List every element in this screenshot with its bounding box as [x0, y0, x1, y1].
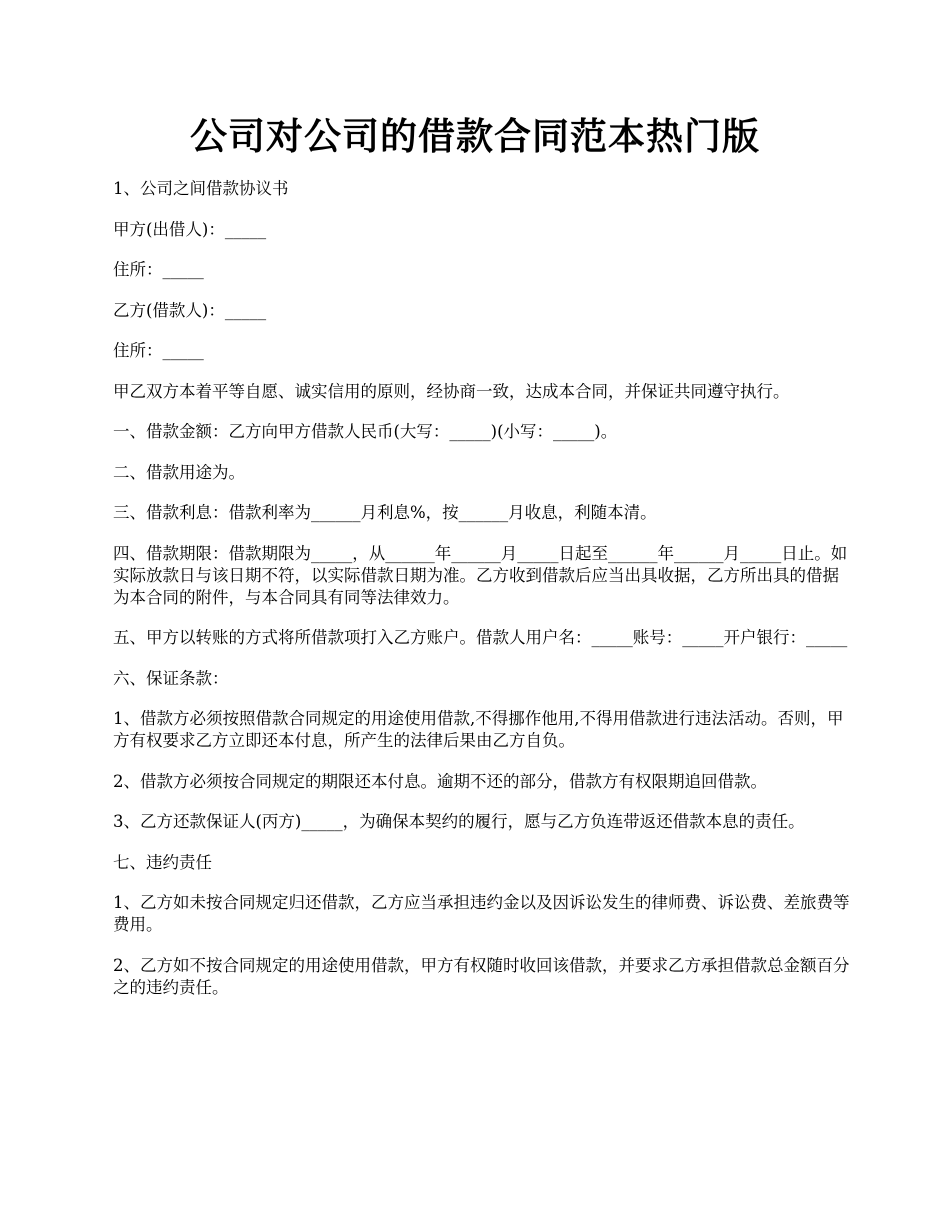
paragraph-loan-interest: 三、借款利息：借款利率为______月利息%，按______月收息，利随本清。 — [113, 503, 657, 522]
paragraph-transfer: 五、甲方以转账的方式将所借款项打入乙方账户。借款人用户名：_____账号：_____开户银行：_____ — [113, 628, 848, 647]
paragraph-loan-term: 四、借款期限：借款期限为_____，从______年______月_____日起至______年______月_____日止。如实际放款日与该日期不符，以实际借款日期为准。乙方收到借款后应当出具收据，乙方所出具的借据为本合同的附件，与本合同具有同等法律效力。 — [113, 543, 848, 607]
document-body — [113, 178, 853, 1017]
paragraph-guarantee-heading: 六、保证条款： — [113, 668, 229, 688]
paragraph-guarantee-2: 2、借款方必须按合同规定的期限还本付息。逾期不还的部分，借款方有权限期追回借款。 — [113, 771, 767, 791]
paragraph-liability-2: 2、乙方如不按合同规定的用途使用借款，甲方有权随时收回该借款，并要求乙方承担借款总金额百分之的违约责任。 — [113, 955, 850, 997]
paragraph-preamble: 甲乙双方本着平等自愿、诚实信用的原则，经协商一致，达成本合同，并保证共同遵守执行。 — [113, 381, 790, 401]
paragraph-guarantee-1: 1、借款方必须按照借款合同规定的用途使用借款,不得挪作他用,不得用借款进行违法活动。否则，甲方有权要求乙方立即还本付息，所产生的法律后果由乙方自负。 — [113, 709, 844, 750]
paragraph-heading-agreement: 1、公司之间借款协议书 — [113, 179, 289, 198]
paragraph-loan-amount: 一、借款金额：乙方向甲方借款人民币(大写：_____)(小写：_____)。 — [113, 422, 618, 441]
paragraph-borrower-address: 住所：_____ — [113, 341, 204, 360]
document-title: 公司对公司的借款合同范本热门版 — [190, 114, 760, 158]
paragraph-guarantee-3: 3、乙方还款保证人(丙方)_____，为确保本契约的履行，愿与乙方负连带返还借款本息的责任。 — [113, 812, 805, 831]
paragraph-lender-address: 住所：_____ — [113, 260, 204, 279]
paragraph-lender: 甲方(出借人)：_____ — [113, 219, 267, 239]
paragraph-loan-purpose: 二、借款用途为。 — [113, 462, 245, 482]
paragraph-borrower: 乙方(借款人)：_____ — [113, 300, 267, 320]
paragraph-liability-heading: 七、违约责任 — [113, 852, 212, 872]
paragraph-liability-1: 1、乙方如未按合同规定归还借款，乙方应当承担违约金以及因诉讼发生的律师费、诉讼费、差旅费等费用。 — [113, 893, 850, 934]
